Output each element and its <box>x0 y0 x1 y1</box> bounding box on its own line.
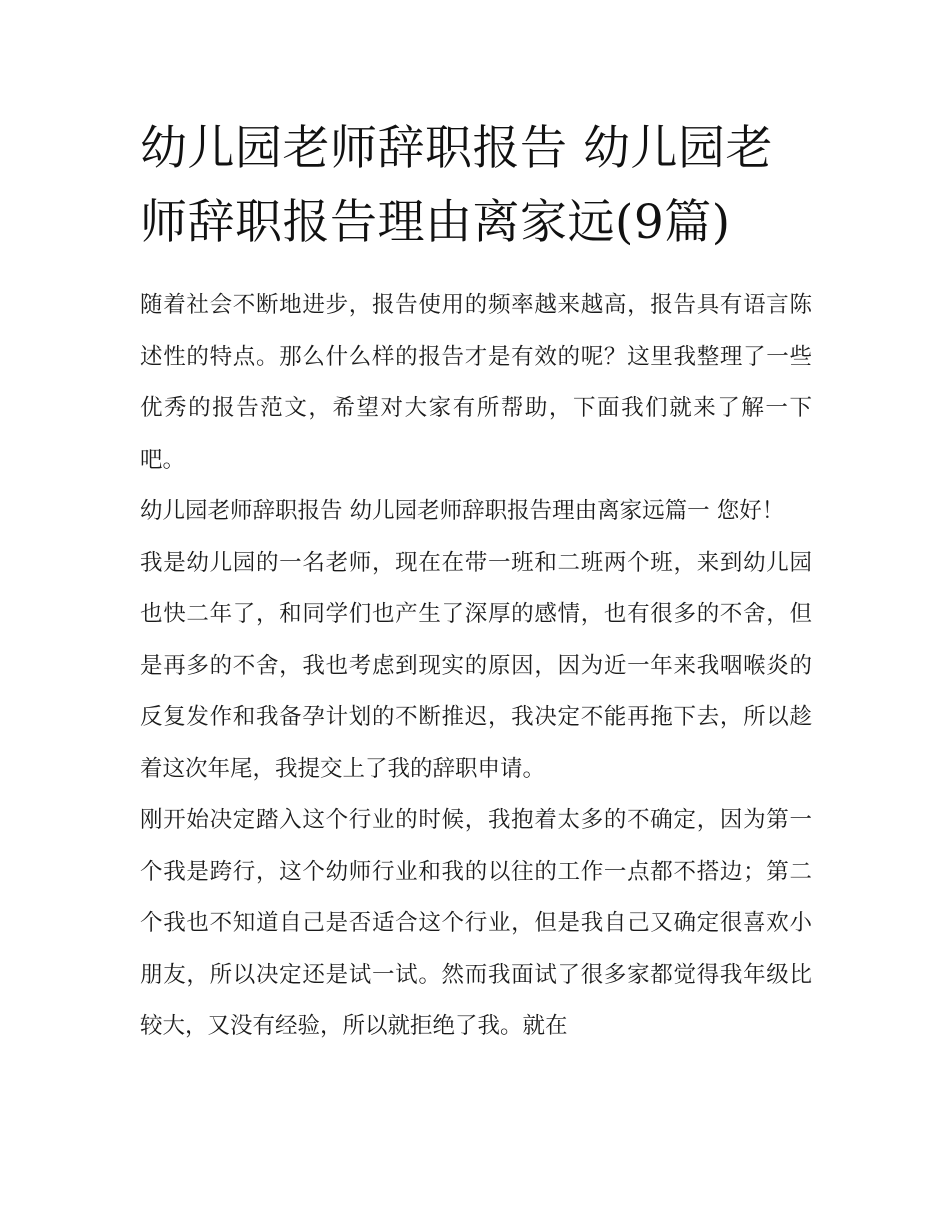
body-paragraph: 我是幼儿园的一名老师，现在在带一班和二班两个班，来到幼儿园也快二年了，和同学们也产生了深厚的感情，也有很多的不舍，但是再多的不舍，我也考虑到现实的原因，因为近一年来我咽喉炎的反复发作和我备孕计划的不断推迟，我决定不能再拖下去，所以趁着这次年尾，我提交上了我的辞职申请。 <box>140 549 812 782</box>
body-paragraph: 刚开始决定踏入这个行业的时候，我抱着太多的不确定，因为第一个我是跨行，这个幼师行业和我的以往的工作一点都不搭边；第二个我也不知道自己是否适合这个行业，但是我自己又确定很喜欢小朋友，所以决定还是试一试。然而我面试了很多家都觉得我年级比较大，又没有经验，所以就拒绝了我。就在 <box>140 807 812 1039</box>
intro-paragraph: 随着社会不断地进步，报告使用的频率越来越高，报告具有语言陈述性的特点。那么什么样的报告才是有效的呢？这里我整理了一些优秀的报告范文，希望对大家有所帮助，下面我们就来了解一下吧。 <box>140 292 812 473</box>
document-body <box>140 112 812 1053</box>
section-heading-paragraph: 幼儿园老师辞职报告 幼儿园老师辞职报告理由离家远篇一 您好！ <box>140 498 785 524</box>
document-title: 幼儿园老师辞职报告 幼儿园老师辞职报告理由离家远(9篇) <box>140 121 773 250</box>
